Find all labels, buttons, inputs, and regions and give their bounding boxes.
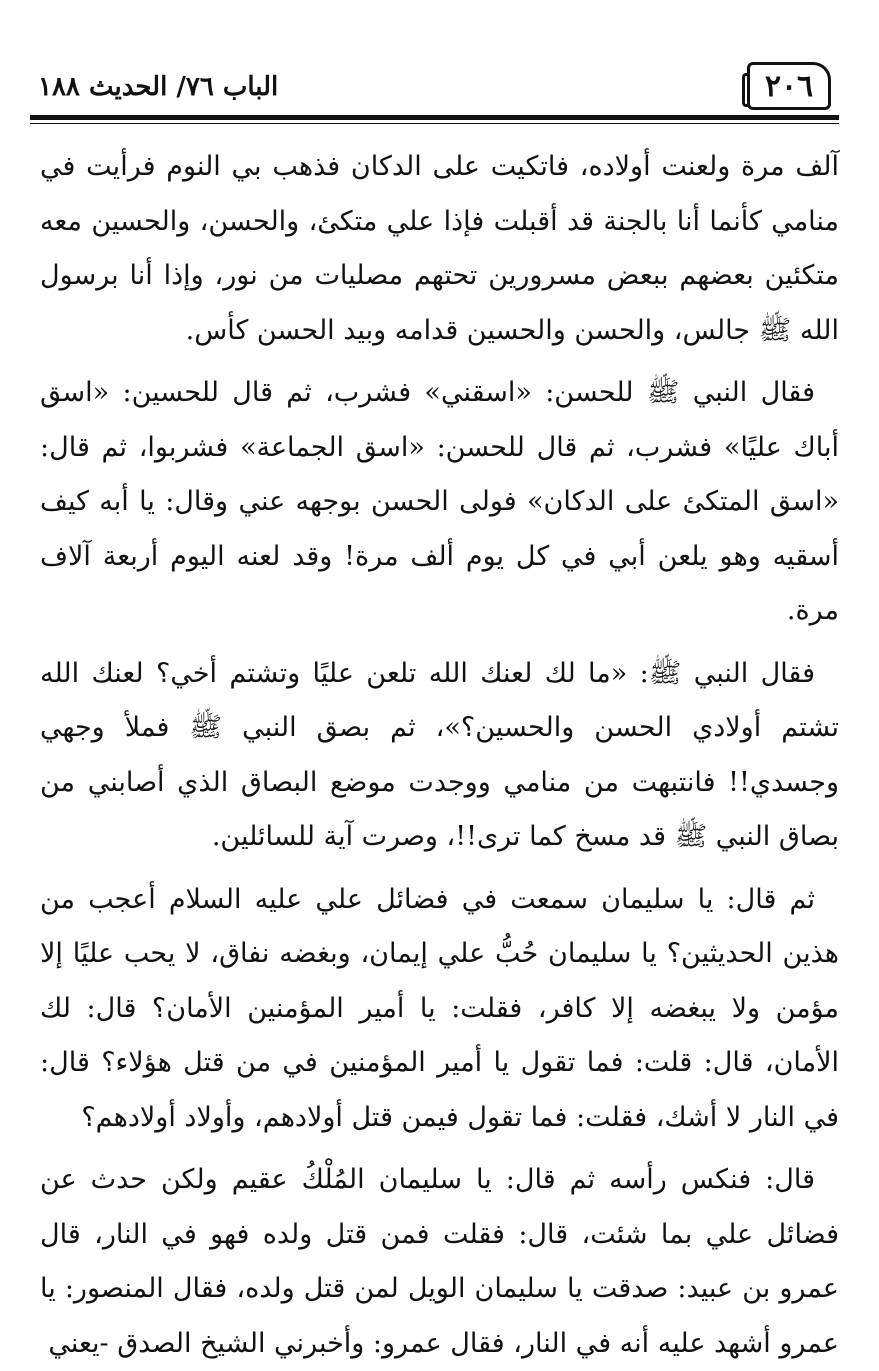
- header-rule-thick: [30, 115, 839, 120]
- header-rule-thin: [30, 123, 839, 124]
- paragraph-5: قال: فنكس رأسه ثم قال: يا سليمان المُلْكُ عقيم ولكن حدث عن فضائل علي بما شئت، قال: فقلت فمن قتل ولده فهو في النار، قال عمرو بن عبيد: صدقت يا سليمان الويل لمن قتل ولده، فقال المنصور: يا عمرو أشهد عليه أنه في النار، فقال عمرو: وأخبرني الشيخ الصدق -يعني: [40, 1164, 839, 1359]
- body-text: [40, 140, 839, 1359]
- paragraph-2: فقال النبي ﷺ للحسن: «اسقني» فشرب، ثم قال للحسين: «اسق أباك عليًا» فشرب، ثم قال للحسن: «اسق الجماعة» فشربوا، ثم قال: «اسق المتكئ على الدكان» فولى الحسن بوجهه عني وقال: يا أبه كيف أسقيه وهو يلعن أبي في كل يوم ألف مرة! وقد لعنه اليوم أربعة آلاف مرة.: [40, 377, 839, 626]
- paragraph-1: آلف مرة ولعنت أولاده، فاتكيت على الدكان فذهب بي النوم فرأيت في منامي كأنما أنا بالجنة قد أقبلت فإذا علي متكئ، والحسن، والحسين معه متكئين بعضهم ببعض مسرورين تحتهم مصليات من نور، وإذا أنا برسول الله ﷺ جالس، والحسن والحسين قدامه وبيد الحسن كأس.: [40, 151, 839, 346]
- page-header: [30, 62, 839, 112]
- running-head: الباب ٧٦/ الحديث ١٨٨: [38, 72, 279, 102]
- page-number: ٢٠٦: [747, 62, 831, 110]
- paragraph-4: ثم قال: يا سليمان سمعت في فضائل علي عليه السلام أعجب من هذين الحديثين؟ يا سليمان حُبُّ علي إيمان، وبغضه نفاق، لا يحب عليًا إلا مؤمن ولا يبغضه إلا كافر، فقلت: يا أمير المؤمنين الأمان؟ قال: لك الأمان، قال: قلت: فما تقول يا أمير المؤمنين في من قتل هؤلاء؟ قال: في النار لا أشك، فقلت: فما تقول فيمن قتل أولادهم، وأولاد أولادهم؟: [40, 883, 839, 1133]
- paragraph-3: فقال النبي ﷺ: «ما لك لعنك الله تلعن عليًا وتشتم أخي؟ لعنك الله تشتم أولادي الحسن والحسين؟»، ثم بصق النبي ﷺ فملأ وجهي وجسدي!! فانتبهت من منامي ووجدت موضع البصاق الذي أصابني من بصاق النبي ﷺ قد مسخ كما ترى!!، وصرت آية للسائلين.: [40, 657, 839, 852]
